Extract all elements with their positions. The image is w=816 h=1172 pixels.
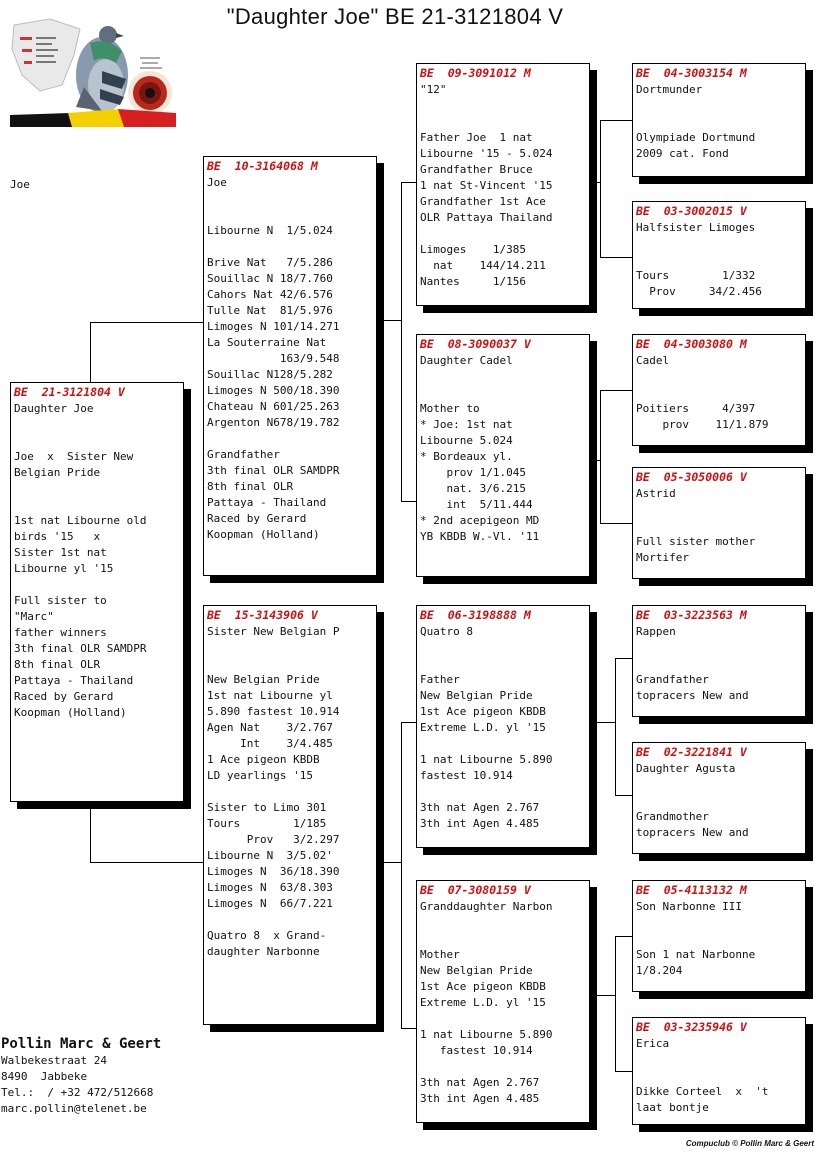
ring-number: BE 05-4113132 M <box>636 883 747 897</box>
pigeon-card-sss <box>632 63 806 177</box>
pigeon-notes: Full sister mother Mortifer <box>636 535 756 564</box>
owner-info <box>1 1035 161 1117</box>
pigeon-name: Daughter Cadel <box>420 354 513 367</box>
pigeon-card-sdd <box>632 467 806 579</box>
pigeon-notes: Mother New Belgian Pride 1st Ace pigeon KBDB Extreme L.D. yl '15 1 nat Libourne 5.890 fastest 10.914 3th nat Agen 2.767 3th int Agen 4.485 <box>420 948 553 1105</box>
pigeon-name: Astrid <box>636 487 676 500</box>
pigeon-name: Daughter Joe <box>14 402 94 415</box>
ring-number: BE 03-3002015 V <box>636 204 747 218</box>
ring-number: BE 07-3080159 V <box>420 883 531 897</box>
pigeon-card-dss <box>632 605 806 717</box>
pigeon-notes: Olympiade Dortmund 2009 cat. Fond <box>636 131 756 160</box>
ring-number: BE 15-3143906 V <box>207 608 318 622</box>
pigeon-notes: Grandmother topracers New and <box>636 810 749 839</box>
pigeon-card-dam <box>203 605 377 1025</box>
club-logo <box>10 15 176 127</box>
pigeon-card-dsd <box>632 742 806 854</box>
footer-credit: Compuclub © Pollin Marc & Geert <box>685 1139 814 1148</box>
ring-number: BE 03-3235946 V <box>636 1020 747 1034</box>
pigeon-name: Quatro 8 <box>420 625 473 638</box>
pigeon-card-dam-sire <box>416 605 590 848</box>
pigeon-notes: Tours 1/332 Prov 34/2.456 <box>636 269 762 298</box>
pigeon-name: Rappen <box>636 625 676 638</box>
owner-email: marc.pollin@telenet.be <box>1 1102 147 1115</box>
pigeon-name: Granddaughter Narbon <box>420 900 553 913</box>
owner-street: Walbekestraat 24 <box>1 1054 107 1067</box>
pigeon-notes: Joe x Sister New Belgian Pride 1st nat Libourne old birds '15 x Sister 1st nat Libourne yl '15 Full sister to "Marc" father winners 3th final OLR SAMDPR 8th final OLR Pattaya - Thailand Raced by Gerard Koopman (Holland) <box>14 450 147 719</box>
pigeon-card-main <box>10 382 184 802</box>
pigeon-name: Son Narbonne III <box>636 900 742 913</box>
pigeon-name: Joe <box>207 176 227 189</box>
pigeon-notes: Mother to * Joe: 1st nat Libourne 5.024 * Bordeaux yl. prov 1/1.045 nat. 3/6.215 int 5/11.444 * 2nd acepigeon MD YB KBDB W.-Vl. '11 <box>420 402 540 543</box>
owner-name: Pollin Marc & Geert <box>1 1036 162 1052</box>
pigeon-name: Cadel <box>636 354 670 367</box>
pigeon-card-sire <box>203 156 377 576</box>
ring-number: BE 21-3121804 V <box>14 385 125 399</box>
pigeon-notes: Dikke Corteel x 't laat bontje <box>636 1085 769 1114</box>
pigeon-notes: Father New Belgian Pride 1st Ace pigeon KBDB Extreme L.D. yl '15 1 nat Libourne 5.890 fastest 10.914 3th nat Agen 2.767 3th int Agen 4.485 <box>420 673 553 830</box>
ring-number: BE 08-3090037 V <box>420 337 531 351</box>
pigeon-notes: Father Joe 1 nat Libourne '15 - 5.024 Grandfather Bruce 1 nat St-Vincent '15 Grandfather 1st Ace OLR Pattaya Thailand Limoges 1/385 nat 144/14.211 Nantes 1/156 <box>420 131 553 288</box>
owner-city: 8490 Jabbeke <box>1 1070 88 1083</box>
ring-number: BE 02-3221841 V <box>636 745 747 759</box>
pigeon-name: "12" <box>420 83 447 96</box>
ring-number: BE 09-3091012 M <box>420 66 531 80</box>
pigeon-name: Daughter Agusta <box>636 762 736 775</box>
pigeon-card-ddd <box>632 1017 806 1125</box>
pigeon-card-sire-dam <box>416 334 590 577</box>
owner-phone: Tel.: / +32 472/512668 <box>1 1086 154 1099</box>
ring-number: BE 04-3003080 M <box>636 337 747 351</box>
pigeon-notes: Poitiers 4/397 prov 11/1.879 <box>636 402 769 431</box>
pigeon-name: Halfsister Limoges <box>636 221 756 234</box>
ring-number: BE 06-3198888 M <box>420 608 531 622</box>
ring-number: BE 04-3003154 M <box>636 66 747 80</box>
pigeon-notes: New Belgian Pride 1st nat Libourne yl 5.890 fastest 10.914 Agen Nat 3/2.767 Int 3/4.485 1 Ace pigeon KBDB LD yearlings '15 Sister to Limo 301 Tours 1/185 Prov 3/2.297 Libourne N 3/5.02' Limoges N 36/18.390 Limoges N 63/8.303 Limoges N 66/7.221 Quatro 8 x Grand- daughter Narbonne <box>207 673 340 958</box>
pigeon-name: Erica <box>636 1037 670 1050</box>
pigeon-name: Dortmunder <box>636 83 703 96</box>
pigeon-card-ssd <box>632 201 806 309</box>
left-label: Joe <box>10 178 30 191</box>
pigeon-card-sds <box>632 334 806 446</box>
pigeon-name: Sister New Belgian P <box>207 625 340 638</box>
ring-number: BE 10-3164068 M <box>207 159 318 173</box>
pigeon-card-dds <box>632 880 806 992</box>
pigeon-notes: Libourne N 1/5.024 Brive Nat 7/5.286 Souillac N 18/7.760 Cahors Nat 42/6.576 Tulle Nat 81/5.976 Limoges N 101/14.271 La Souterraine Nat 163/9.548 Souillac N128/5.282 Limoges N 500/18.390 Chateau N 601/25.263 Argenton N678/19.782 Grandfather 3th final OLR SAMDPR 8th final OLR Pattaya - Thailand Raced by Gerard Koopman (Holland) <box>207 224 340 541</box>
pigeon-notes: Grandfather topracers New and <box>636 673 749 702</box>
ring-number: BE 03-3223563 M <box>636 608 747 622</box>
page-title: "Daughter Joe" BE 21-3121804 V <box>226 4 564 29</box>
pigeon-card-sire-sire <box>416 63 590 306</box>
pigeon-notes: Son 1 nat Narbonne 1/8.204 <box>636 948 756 977</box>
ring-number: BE 05-3050006 V <box>636 470 747 484</box>
pigeon-card-dam-dam <box>416 880 590 1123</box>
